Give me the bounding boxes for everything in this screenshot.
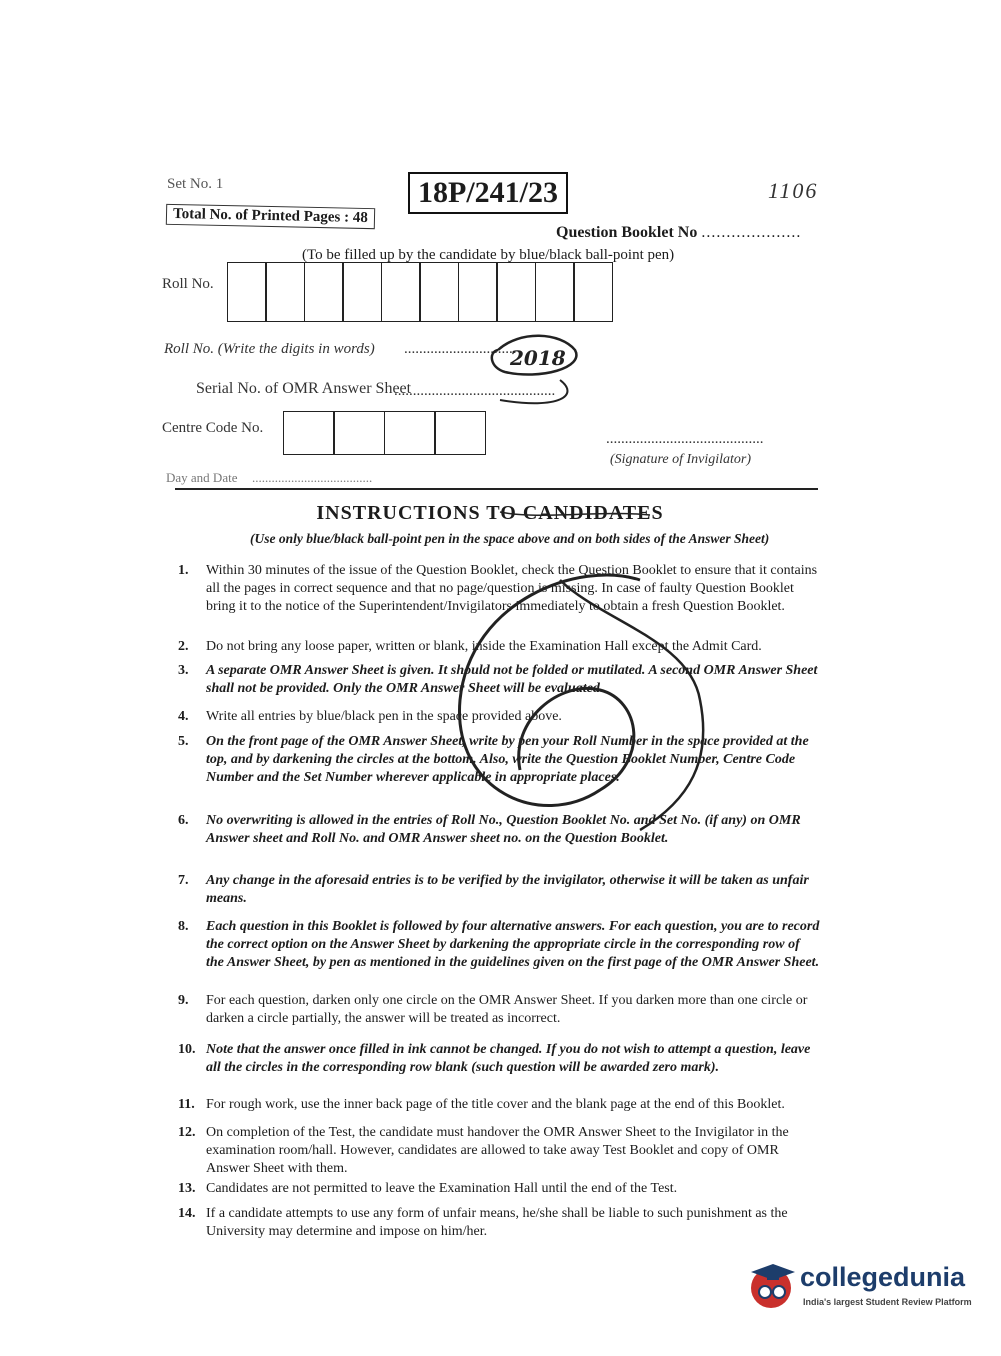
instruction-text: Note that the answer once filled in ink cannot be changed. If you do not wish to attempt a question, leave all the circles in the corresponding row blank (such question will be awarded zero mark). [206, 1042, 811, 1075]
instruction-text: A separate OMR Answer Sheet is given. It should not be folded or mutilated. A second OMR Answer Sheet shall not be provided. Only the OMR Answer Sheet will be evaluated. [206, 663, 818, 696]
signature-dots[interactable]: .......................................... [606, 431, 764, 447]
instruction-text: Each question in this Booklet is followed by four alternative answers. For each question, you are to record the correct option on the Answer Sheet by darkening the appropriate circle in the corresponding row of the Answer Sheet, by pen as mentioned in the guidelines given on the first page of the OMR Answer Sheet. [206, 919, 820, 970]
printed-pages: Total No. of Printed Pages : 48 [166, 204, 375, 229]
instruction-text: Candidates are not permitted to leave the Examination Hall until the end of the Test. [206, 1181, 678, 1196]
handwriting-stroke [500, 380, 568, 403]
instruction-text: Any change in the aforesaid entries is to be verified by the invigilator, otherwise it will be taken as unfair means. [206, 873, 809, 906]
instruction-text: Within 30 minutes of the issue of the Question Booklet, check the Question Booklet to ensure that it contains all the pages in correct sequence and that no page/question is missing. In case of faulty Question Booklet bring it to the notice of the Superintendent/Invigilators immediately to obtain a fresh Question Booklet. [206, 563, 818, 614]
invigilator-signature: (Signature of Invigilator) [610, 452, 752, 467]
instruction-text: For rough work, use the inner back page of the title cover and the blank page at the end of this Booklet. [206, 1097, 785, 1112]
instruction-number: 4. [178, 709, 189, 724]
instruction-number: 2. [178, 639, 189, 654]
instruction-text: On the front page of the OMR Answer Sheet, write by pen your Roll Number in the space provided at the top, and by darkening the circles at the bottom. Also, write the Question Booklet Number, Centre Code Number and the Set Number wherever applicable in appropriate places. [206, 734, 809, 785]
omr-sheet-label: Serial No. of OMR Answer Sheet [196, 380, 412, 397]
roll-words-label: Roll No. (Write the digits in words) [164, 341, 375, 357]
instruction-number: 10. [178, 1042, 196, 1057]
instruction-text: On completion of the Test, the candidate must handover the OMR Answer Sheet to the Invigilator in the examination room/hall. However, candidates are allowed to take away Test Booklet and copy of OMR Answer Sheet with them. [206, 1125, 789, 1176]
instruction-number: 3. [178, 663, 189, 678]
fill-instruction: (To be filled up by the candidate by blue/black ball-point pen) [302, 247, 675, 263]
instruction-number: 13. [178, 1181, 196, 1196]
instruction-text: Do not bring any loose paper, written or blank, inside the Examination Hall except the Admit Card. [206, 639, 762, 654]
instruction-text: No overwriting is allowed in the entries of Roll No., Question Booklet No. and Set No. (if any) on OMR Answer sheet and Roll No. and OMR Answer sheet no. on the Question Booklet. [206, 813, 801, 846]
logo-tagline: India's largest Student Review Platform [803, 1297, 972, 1307]
instruction-number: 1. [178, 563, 189, 578]
collegedunia-logo-icon [745, 1256, 805, 1316]
instruction-number: 7. [178, 873, 189, 888]
handwriting-underline [500, 512, 650, 515]
handwriting-six [459, 575, 640, 806]
instruction-text: If a candidate attempts to use any form of unfair means, he/she shall be liable to such punishment as the University may determine and impose on him/her. [206, 1206, 788, 1239]
instruction-number: 11. [178, 1097, 195, 1112]
instructions-subtitle: (Use only blue/black ball-point pen in the space above and on both sides of the Answer Sheet) [250, 531, 770, 546]
instruction-text: For each question, darken only one circle on the OMR Answer Sheet. If you darken more than one circle or darken a circle partially, the answer will be treated as incorrect. [206, 993, 808, 1026]
question-booklet-dots: .................... [701, 224, 802, 241]
handwriting-curve [560, 580, 703, 830]
collegedunia-logo[interactable]: collegedunia [800, 1262, 966, 1292]
instruction-number: 9. [178, 993, 189, 1008]
set-number: Set No. 1 [167, 176, 224, 192]
roll-words-dots[interactable]: .............................. [404, 341, 517, 357]
day-date-dots[interactable]: ..................................... [252, 470, 373, 485]
instruction-number: 6. [178, 813, 189, 828]
instructions-title: INSTRUCTIONS TO CANDIDATES [316, 502, 664, 524]
instruction-number: 8. [178, 919, 189, 934]
day-date-label: Day and Date [166, 470, 238, 485]
handwriting-year: 2018 [510, 346, 566, 370]
paper-code: 18P/241/23 [408, 172, 568, 214]
serial-number: 1106 [768, 178, 819, 203]
instruction-number: 12. [178, 1125, 196, 1140]
question-booklet-label: Question Booklet No [556, 224, 698, 241]
centre-code-label: Centre Code No. [162, 420, 264, 436]
instruction-number: 5. [178, 734, 189, 749]
instruction-number: 14. [178, 1206, 196, 1221]
omr-sheet-dots[interactable]: ........................................... [394, 383, 556, 399]
instruction-text: Write all entries by blue/black pen in the space provided above. [206, 709, 562, 724]
roll-no-label: Roll No. [162, 276, 214, 292]
